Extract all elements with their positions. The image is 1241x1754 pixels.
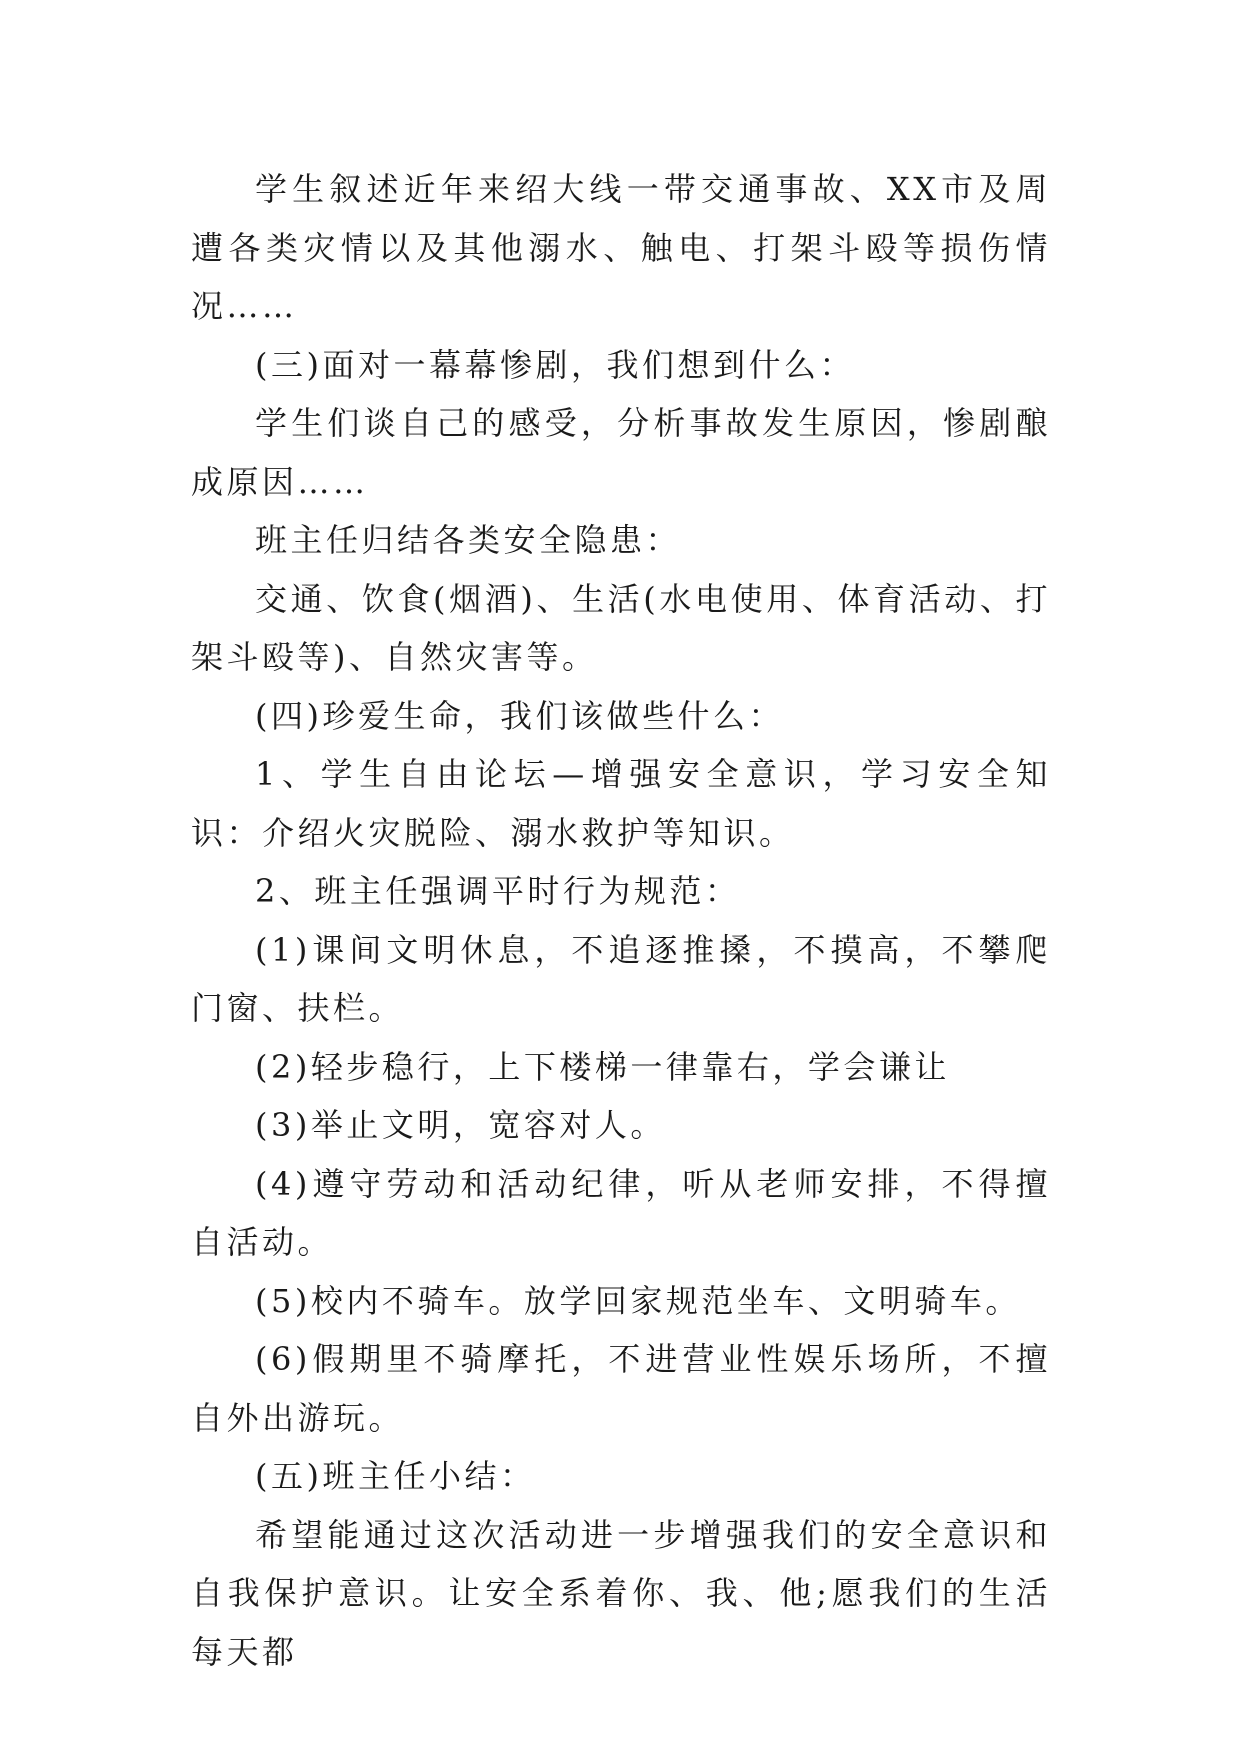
list-item: (1)课间文明休息，不追逐推搡，不摸高，不攀爬门窗、扶栏。 xyxy=(191,930,1051,1027)
paragraph: 学生们谈自己的感受，分析事故发生原因，惨剧酿成原因…… xyxy=(191,404,1051,501)
paragraph: 班主任归结各类安全隐患： xyxy=(255,521,682,559)
paragraph: 希望能通过这次活动进一步增强我们的安全意识和自我保护意识。让安全系着你、我、他;愿我们的生活每天都 xyxy=(191,1515,1051,1671)
section-heading: (五)班主任小结： xyxy=(255,1457,536,1495)
list-item: (6)假期里不骑摩托，不进营业性娱乐场所，不擅自外出游玩。 xyxy=(191,1340,1051,1437)
paragraph: 交通、饮食(烟酒)、生活(水电使用、体育活动、打架斗殴等)、自然灾害等。 xyxy=(191,579,1051,676)
list-item: (2)轻步稳行，上下楼梯一律靠右，学会谦让 xyxy=(255,1047,950,1086)
list-item: 1、学生自由论坛—增强安全意识，学习安全知识：介绍火灾脱险、溺水救护等知识。 xyxy=(191,755,1051,852)
list-item: 2、班主任强调平时行为规范： xyxy=(255,872,741,910)
paragraph: 学生叙述近年来绍大线一带交通事故、XX市及周遭各类灾情以及其他溺水、触电、打架斗殴等损伤情况…… xyxy=(191,170,1051,325)
list-item: (5)校内不骑车。放学回家规范坐车、文明骑车。 xyxy=(255,1281,1021,1320)
section-heading: (四)珍爱生命，我们该做些什么： xyxy=(255,696,784,735)
section-heading: (三)面对一幕幕惨剧，我们想到什么： xyxy=(255,345,855,384)
list-item: (3)举止文明，宽容对人。 xyxy=(255,1106,666,1144)
list-item: (4)遵守劳动和活动纪律，听从老师安排，不得擅自活动。 xyxy=(191,1164,1051,1261)
body-text xyxy=(191,160,1051,1681)
